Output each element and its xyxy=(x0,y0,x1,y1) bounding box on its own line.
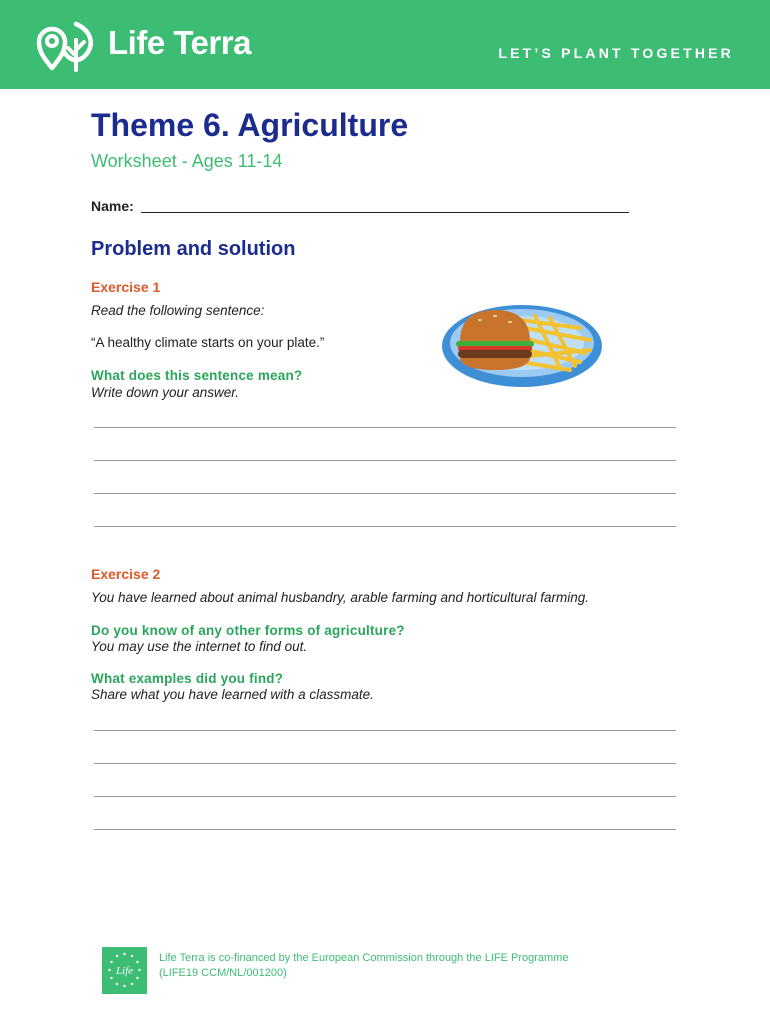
answer-line[interactable] xyxy=(94,796,676,797)
exercise2-task1: You may use the internet to find out. xyxy=(91,639,308,654)
footer-logo-text: Life xyxy=(115,965,134,977)
exercise2-title: Exercise 2 xyxy=(91,566,161,582)
page-subtitle: Worksheet - Ages 11-14 xyxy=(91,151,283,171)
burger-and-fries-icon xyxy=(440,298,605,390)
answer-line[interactable] xyxy=(94,526,676,527)
answer-line[interactable] xyxy=(94,460,676,461)
answer-line[interactable] xyxy=(94,829,676,830)
answer-line[interactable] xyxy=(94,763,676,764)
name-label: Name: xyxy=(91,198,134,214)
exercise1-quote: “A healthy climate starts on your plate.” xyxy=(91,335,325,350)
page-title: Theme 6. Agriculture xyxy=(91,107,409,143)
tagline: LET’S PLANT TOGETHER xyxy=(498,45,734,61)
exercise1-instruction: Read the following sentence: xyxy=(91,303,265,318)
answer-line[interactable] xyxy=(94,493,676,494)
exercise2-task2: Share what you have learned with a classmate. xyxy=(91,687,374,702)
answer-line[interactable] xyxy=(94,730,676,731)
leaf-pin-logo-icon xyxy=(36,20,102,72)
answer-line[interactable] xyxy=(94,427,676,428)
brand-name: Life Terra xyxy=(108,24,251,61)
name-field-line[interactable] xyxy=(141,212,629,213)
exercise1-task: Write down your answer. xyxy=(91,385,240,400)
eu-life-logo-icon xyxy=(102,947,147,994)
exercise2-intro: You have learned about animal husbandry, arable farming and horticultural farming. xyxy=(91,590,590,605)
footer-text xyxy=(159,951,568,981)
footer-line2: (LIFE19 CCM/NL/001200) xyxy=(159,967,287,979)
exercise2-question1: Do you know of any other forms of agriculture? xyxy=(91,623,405,638)
footer-line1: Life Terra is co-financed by the European Commission through the LIFE Programme xyxy=(159,952,569,964)
exercise2-question2: What examples did you find? xyxy=(91,671,284,686)
header-banner xyxy=(0,0,770,89)
exercise1-title: Exercise 1 xyxy=(91,279,161,295)
exercise1-question: What does this sentence mean? xyxy=(91,368,303,383)
section-title: Problem and solution xyxy=(91,238,296,260)
